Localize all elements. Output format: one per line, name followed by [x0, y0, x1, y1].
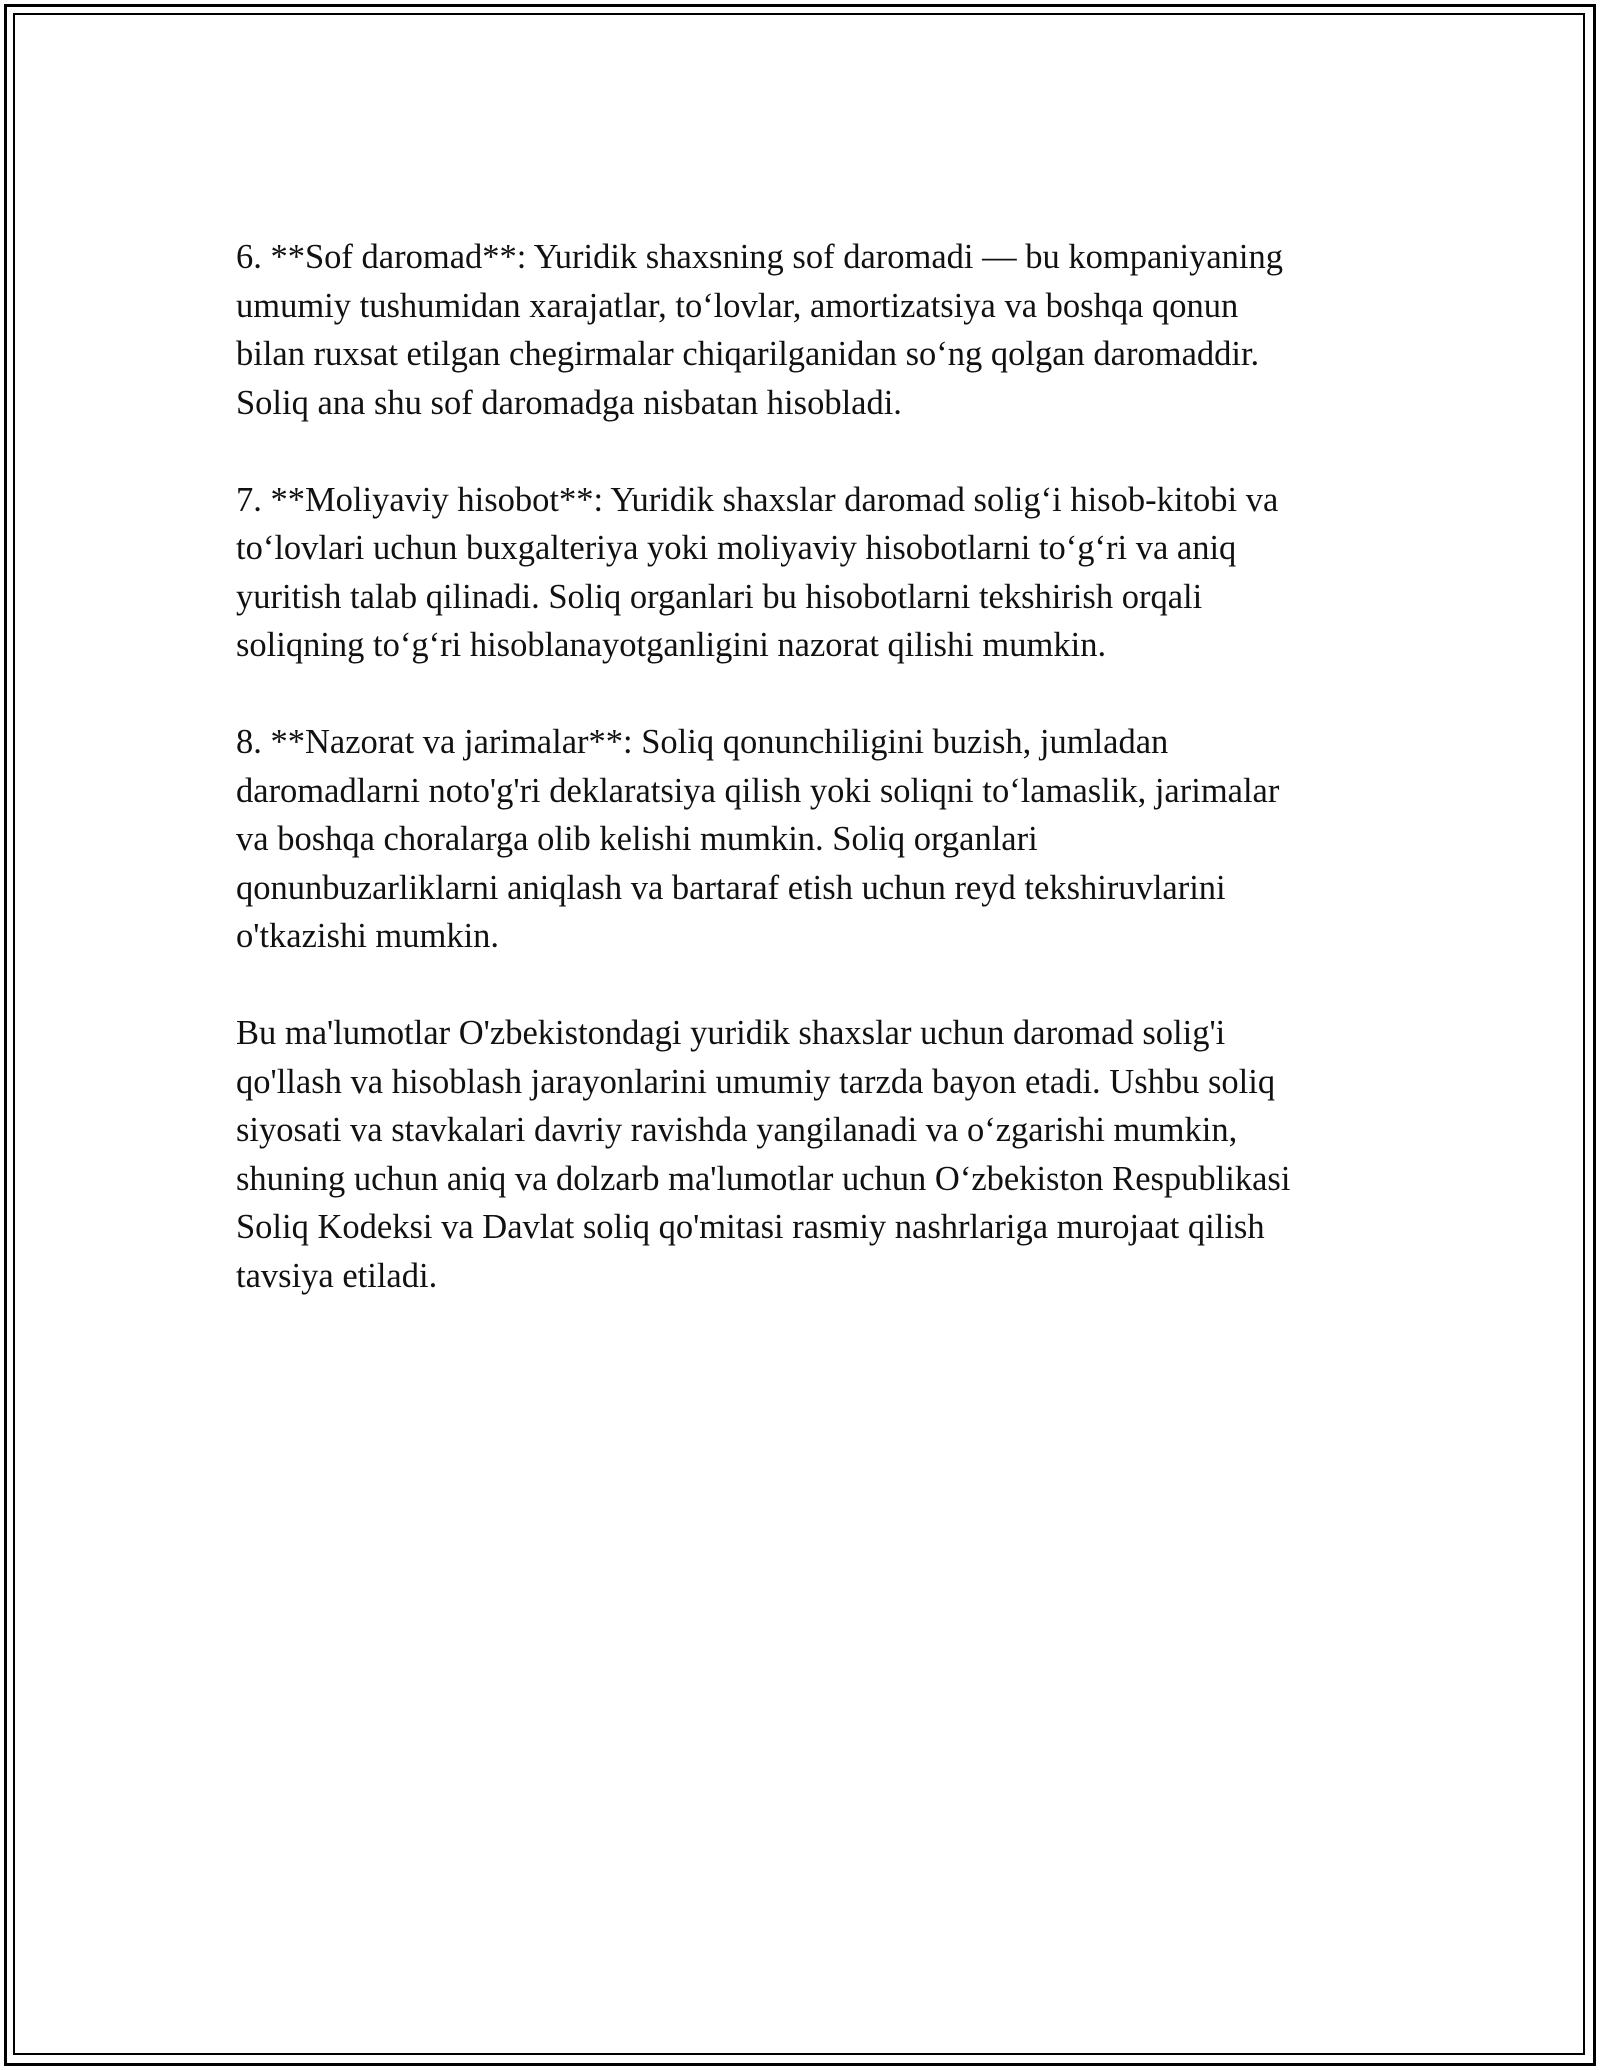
text-line: o'tkazishi mumkin. — [236, 917, 500, 955]
paragraph-financial-reporting — [236, 476, 1366, 670]
paragraph-control-penalties — [236, 718, 1366, 961]
text-line: umumiy tushumidan xarajatlar, to‘lovlar, amortizatsiya va boshqa qonun — [236, 286, 1239, 325]
text-line: qonunbuzarliklarni aniqlash va bartaraf etish uchun reyd tekshiruvlarini — [236, 868, 1226, 907]
text-line: to‘lovlari uchun buxgalteriya yoki moliyaviy hisobotlarni to‘g‘ri va aniq — [236, 529, 1237, 567]
text-line: 7. **Moliyaviy hisobot**: Yuridik shaxslar daromad solig‘i hisob-kitobi va — [236, 480, 1279, 519]
text-line: Soliq Kodeksi va Davlat soliq qo'mitasi rasmiy nashrlariga murojaat qilish — [236, 1208, 1265, 1246]
text-line: yuritish talab qilinadi. Soliq organlari bu hisobotlarni tekshirish orqali — [236, 577, 1203, 616]
text-line: Soliq ana shu sof daromadga nisbatan hisobladi. — [236, 383, 902, 422]
paragraph-net-income — [236, 233, 1366, 427]
text-line: Bu ma'lumotlar O'zbekistondagi yuridik shaxslar uchun daromad solig'i — [236, 1014, 1226, 1052]
text-line: tavsiya etiladi. — [236, 1256, 438, 1295]
text-line: 6. **Sof daromad**: Yuridik shaxsning sof daromadi — bu kompaniyaning — [236, 238, 1284, 276]
text-line: va boshqa choralarga olib kelishi mumkin. Soliq organlari — [236, 820, 1038, 858]
text-line: 8. **Nazorat va jarimalar**: Soliq qonunchiligini buzish, jumladan — [236, 723, 1169, 761]
text-line: siyosati va stavkalari davriy ravishda yangilanadi va o‘zgarishi mumkin, — [236, 1111, 1238, 1149]
text-line: shuning uchun aniq va dolzarb ma'lumotlar uchun O‘zbekiston Respublikasi — [236, 1159, 1291, 1198]
text-line: qo'llash va hisoblash jarayonlarini umumiy tarzda bayon etadi. Ushbu soliq — [236, 1062, 1276, 1101]
document-body — [236, 233, 1366, 1349]
text-line: daromadlarni noto'g'ri deklaratsiya qilish yoki soliqni to‘lamaslik, jarimalar — [236, 771, 1280, 810]
text-line: soliqning to‘g‘ri hisoblanayotganligini nazorat qilishi mumkin. — [236, 626, 1107, 664]
text-line: bilan ruxsat etilgan chegirmalar chiqarilganidan so‘ng qolgan daromaddir. — [236, 335, 1260, 373]
paragraph-summary — [236, 1009, 1366, 1300]
